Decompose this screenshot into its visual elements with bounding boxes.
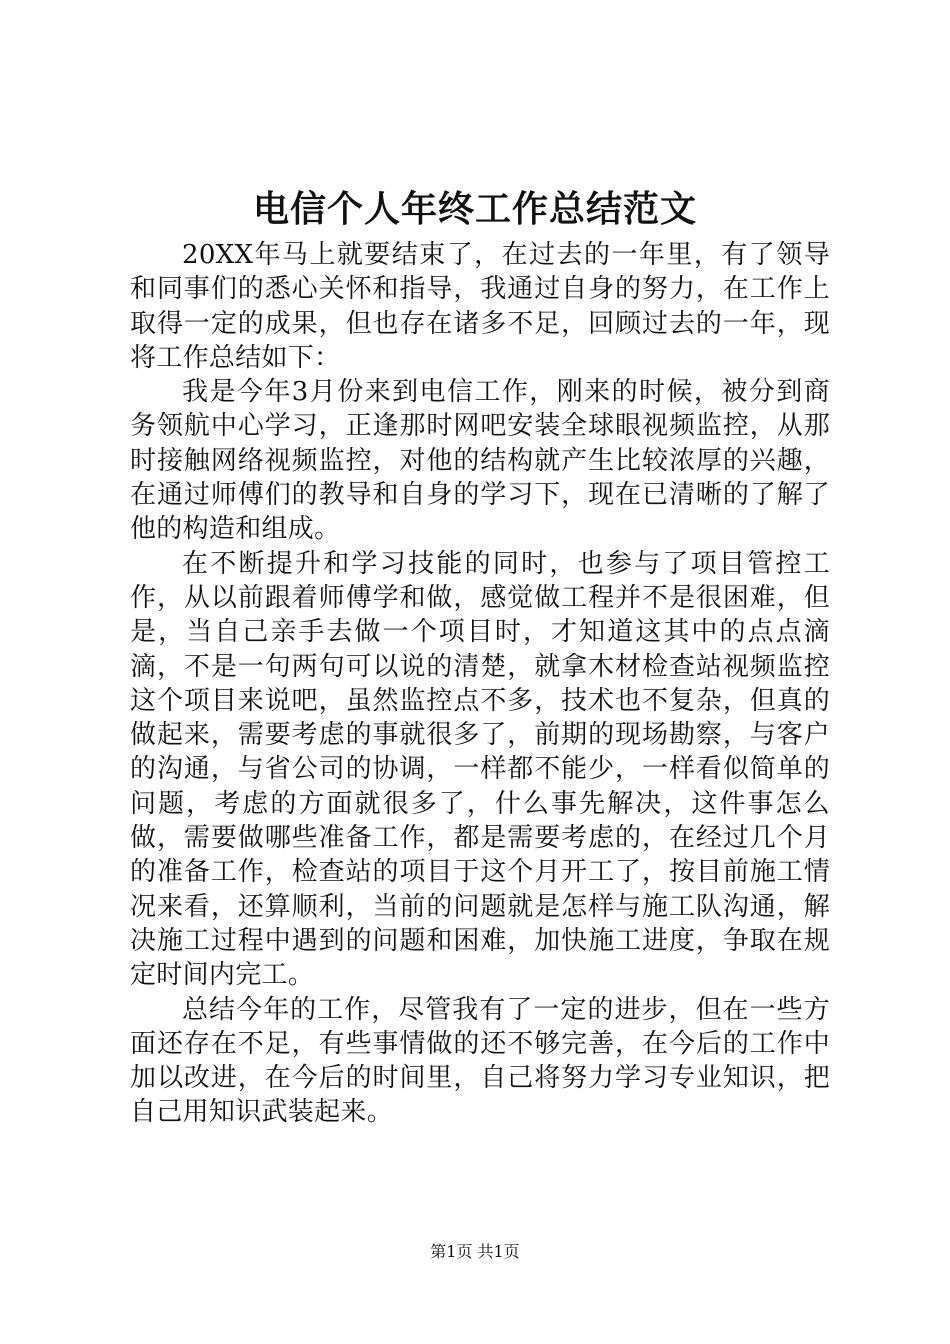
paragraph-project: 在不断提升和学习技能的同时，也参与了项目管控工作，从以前跟着师傅学和做，感觉做工程并不是很困难，但是，当自己亲手去做一个项目时，才知道这其中的点点滴滴，不是一句两句可以说的清楚，就拿木材检查站视频监控这个项目来说吧，虽然监控点不多，技术也不复杂，但真的做起来，需要考虑的事就很多了，前期的现场勘察，与客户的沟通，与省公司的协调，一样都不能少，一样看似简单的问题，考虑的方面就很多了，什么事先解决，这件事怎么做，需要做哪些准备工作，都是需要考虑的，在经过几个月的准备工作，检查站的项目于这个月开工了，按目前施工情况来看，还算顺利，当前的问题就是怎样与施工队沟通，解决施工过程中遇到的问题和困难，加快施工进度，争取在规定时间内完工。 bbox=[130, 548, 830, 991]
document-body bbox=[130, 238, 830, 1130]
paragraph-summary: 总结今年的工作，尽管我有了一定的进步，但在一些方面还存在不足，有些事情做的还不够完善，在今后的工作中加以改进，在今后的时间里，自己将努力学习专业知识，把自己用知识武装起来。 bbox=[130, 994, 830, 1128]
document-title: 电信个人年终工作总结范文 bbox=[252, 188, 697, 230]
paragraph-background: 我是今年3月份来到电信工作，刚来的时候，被分到商务领航中心学习，正逢那时网吧安装全球眼视频监控，从那时接触网络视频监控，对他的结构就产生比较浓厚的兴趣，在通过师傅们的教导和自身的学习下，现在已清晰的了解了他的构造和组成。 bbox=[130, 377, 830, 545]
page-number: 第1页 共1页 bbox=[430, 1242, 520, 1261]
paragraph-intro: 20XX年马上就要结束了，在过去的一年里，有了领导和同事们的悉心关怀和指导，我通过自身的努力，在工作上取得一定的成果，但也存在诸多不足，回顾过去的一年，现将工作总结如下： bbox=[130, 240, 830, 373]
